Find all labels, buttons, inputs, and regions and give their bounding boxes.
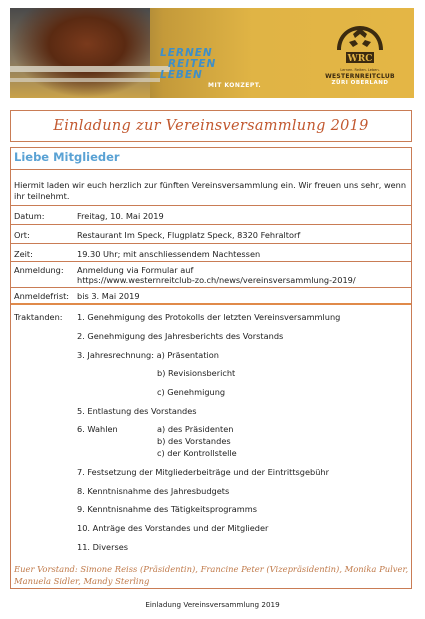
agenda-item: 2. Genehmigung des Jahresberichts des Vorstands (77, 331, 284, 341)
agenda-item: 3. Jahresrechnung: a) Präsentation (77, 350, 219, 360)
horse-image (10, 8, 150, 98)
detail-label: Ort: (14, 230, 30, 240)
agenda-subitem: c) Genehmigung (157, 387, 226, 397)
horse-logo-icon (329, 20, 391, 68)
agenda-subitem: b) Revisionsbericht (157, 368, 236, 378)
divider (11, 243, 411, 244)
registration-link[interactable]: https://www.westernreitclub-zo.ch/news/vereinsversammlung-2019/ (77, 275, 356, 285)
slogan-sub: MIT KONZEPT. (208, 82, 262, 89)
detail-label: Zeit: (14, 249, 33, 259)
logo-letters: WRC (347, 54, 373, 64)
header-banner (10, 8, 414, 98)
slogan-word: REITEN (168, 58, 217, 70)
agenda-label: Traktanden: (14, 312, 63, 322)
intro-text: Hiermit laden wir euch herzlich zur fünften Vereinsversammlung ein. Wir freuen uns sehr, wenn ihr teilnehmt. (14, 180, 407, 201)
page-title: Einladung zur Vereinsversammlung 2019 (53, 118, 369, 134)
agenda-item: 10. Anträge des Vorstandes und der Mitglieder (77, 523, 269, 533)
slogan-word: LERNEN (160, 47, 213, 59)
detail-value: Freitag, 10. Mai 2019 (77, 211, 164, 221)
detail-value: Anmeldung via Formular auf (77, 265, 194, 275)
detail-value: 19.30 Uhr; mit anschliessendem Nachtessen (77, 249, 261, 259)
agenda-item: 6. Wahlen (77, 424, 118, 434)
logo-tagline: Lernen. Reiten. Leben. (340, 68, 380, 72)
divider (11, 261, 411, 262)
detail-label: Datum: (14, 211, 45, 221)
slogan-word: LEBEN (160, 69, 203, 81)
fence-rail (10, 78, 160, 82)
greeting: Liebe Mitglieder (14, 150, 120, 164)
section-divider (11, 303, 411, 305)
detail-label: Anmeldefrist: (14, 291, 70, 301)
club-logo (310, 20, 410, 94)
title-box (10, 110, 412, 142)
agenda-subitem: a) des Präsidenten (157, 424, 234, 434)
agenda-subitem: c) der Kontrollstelle (157, 448, 237, 458)
slogan (160, 48, 270, 89)
agenda-item: 9. Kenntnisnahme des Tätigkeitsprogramms (77, 504, 258, 514)
divider (11, 224, 411, 225)
detail-label: Anmeldung: (14, 265, 64, 275)
divider (11, 205, 411, 206)
agenda-subitem: b) des Vorstandes (157, 436, 231, 446)
agenda-item: 5. Entlastung des Vorstandes (77, 406, 197, 416)
agenda-item: 1. Genehmigung des Protokolls der letzten Vereinsversammlung (77, 312, 341, 322)
divider (11, 287, 411, 288)
detail-value: Restaurant Im Speck, Flugplatz Speck, 8320 Fehraltorf (77, 230, 301, 240)
fence-rail (10, 66, 170, 72)
detail-value: bis 3. Mai 2019 (77, 291, 140, 301)
page-footer: Einladung Vereinsversammlung 2019 (145, 600, 280, 609)
agenda-item: 7. Festsetzung der Mitgliederbeiträge und der Eintrittsgebühr (77, 467, 329, 477)
club-region: ZÜRI OBERLAND (331, 80, 389, 86)
agenda-item: 11. Diverses (77, 542, 129, 552)
divider (11, 169, 411, 170)
club-name: WESTERNREITCLUB (325, 73, 395, 80)
board-signature: Euer Vorstand: Simone Reiss (Präsidentin), Francine Peter (Vizepräsidentin), Monika Pulver, Manuela Sidler, Mandy Sterling (14, 564, 409, 586)
agenda-item: 8. Kenntnisnahme des Jahresbudgets (77, 486, 230, 496)
